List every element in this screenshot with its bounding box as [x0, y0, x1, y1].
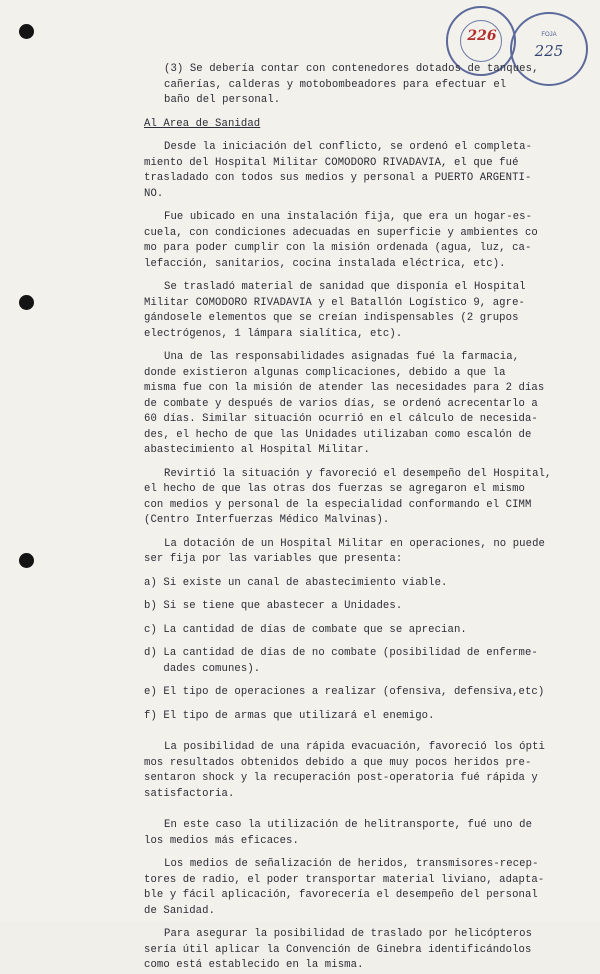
paragraph-gap — [144, 802, 584, 810]
text-line: Desde la iniciación del conflicto, se ordenó el completa- — [164, 141, 533, 153]
text-line: cuela, con condiciones adecuadas en superficie y ambientes co — [144, 226, 538, 239]
text-line: des, el hecho de que las Unidades utilizaban como escalón de — [144, 428, 532, 441]
paragraph-gap — [144, 459, 584, 467]
punch-hole-middle — [19, 295, 34, 310]
text-line: La posibilidad de una rápida evacuación, favoreció los ópti — [164, 741, 545, 753]
text-line: sería útil aplicar la Convención de Ginebra identificándolos — [144, 943, 532, 956]
paragraph-gap — [144, 342, 584, 350]
text-line: mos resultados obtenidos debido a que muy pocos heridos pre- — [144, 756, 532, 769]
paragraph-gap — [144, 615, 584, 623]
section-heading: Al Area de Sanidad — [144, 117, 261, 130]
text-line: Revirtió la situación y favoreció el desempeño del Hospital, — [164, 467, 552, 480]
paragraph-gap — [144, 919, 584, 927]
paragraph-gap — [144, 132, 584, 140]
text-line: f) El tipo de armas que utilizará el enemigo. — [144, 709, 435, 722]
text-line: NO. — [144, 187, 164, 200]
text-line: baño del personal. — [164, 94, 281, 106]
text-line: d) La cantidad de días de no combate (posibilidad de enferme- — [144, 647, 538, 659]
text-line: misma fue con la misión de atender las necesidades para 2 días — [144, 382, 545, 394]
document-body — [144, 62, 584, 974]
folio-number-left: 226 — [467, 28, 497, 44]
text-line: 60 días. Similar situación ocurrió en el cálculo de necesida- — [144, 413, 538, 425]
punch-hole-bottom — [19, 553, 34, 568]
text-line: de Sanidad. — [144, 904, 216, 917]
text-line: electrógenos, 1 lámpara sialítica, etc). — [144, 327, 403, 340]
text-line: Fue ubicado en una instalación fija, que era un hogar-es- — [164, 211, 533, 223]
text-line: Militar COMODORO RIVADAVIA y el Batallón Logístico 9, agre- — [144, 296, 525, 309]
paragraph-gap — [144, 529, 584, 537]
text-line: satisfactoria. — [144, 787, 235, 800]
paragraph-gap — [144, 568, 584, 576]
text-line: c) La cantidad de días de combate que se aprecian. — [144, 623, 467, 636]
text-line: ser fija por las variables que presenta: — [144, 553, 403, 565]
text-line: Se trasladó material de sanidad que disponía el Hospital — [164, 281, 526, 293]
paragraph-gap — [144, 202, 584, 210]
paragraph-gap — [144, 109, 584, 117]
paragraph-gap — [144, 638, 584, 646]
text-line: donde existieron algunas complicaciones, debido a que la — [144, 366, 506, 379]
folio-label: FOJA — [541, 32, 557, 38]
text-line: abastecimiento al Hospital Militar. — [144, 444, 371, 456]
text-line: de combate y después de varios días, se ordenó acrecentarlo a — [144, 397, 538, 410]
text-line: e) El tipo de operaciones a realizar (ofensiva, defensiva,etc) — [144, 686, 545, 698]
paragraph-gap — [144, 810, 584, 818]
text-line: cañerías, calderas y motobombeadores para efectuar el — [164, 78, 507, 91]
text-line: Una de las responsabilidades asignadas fué la farmacia, — [164, 351, 520, 363]
text-line: (Centro Interfuerzas Médico Malvinas). — [144, 514, 390, 526]
text-line: como está establecido en la misma. — [144, 959, 364, 971]
text-line: La dotación de un Hospital Militar en operaciones, no puede — [164, 537, 545, 550]
text-line: dades comunes). — [144, 662, 261, 675]
text-line: Los medios de señalización de heridos, transmisores-recep- — [164, 858, 539, 870]
text-line: b) Si se tiene que abastecer a Unidades. — [144, 600, 403, 612]
text-line: miento del Hospital Militar COMODORO RIVADAVIA, el que fué — [144, 156, 519, 169]
paragraph-gap — [144, 591, 584, 599]
paragraph-gap — [144, 732, 584, 740]
text-line: los medios más eficaces. — [144, 834, 299, 847]
text-line: (3) Se debería contar con contenedores dotados de tanques, — [164, 63, 539, 75]
text-line: sentaron shock y la recuperación post-operatoria fué rápida y — [144, 772, 538, 784]
text-line: con medios y personal de la especialidad conformando el CIMM — [144, 498, 532, 511]
text-line: trasladado con todos sus medios y personal a PUERTO ARGENTI- — [144, 172, 532, 184]
paragraph-gap — [144, 701, 584, 709]
text-line: Para asegurar la posibilidad de traslado por helicópteros — [164, 928, 533, 940]
text-line: gándosele elementos que se creían indispensables (2 grupos — [144, 312, 519, 324]
text-line: ble y fácil aplicación, favorecería el desempeño del personal — [144, 889, 538, 901]
paragraph-gap — [144, 677, 584, 685]
paragraph-gap — [144, 272, 584, 280]
paragraph-gap — [144, 724, 584, 732]
text-line: lefacción, sanitarios, cocina instalada eléctrica, etc). — [144, 257, 506, 270]
punch-hole-top — [19, 24, 34, 39]
text-line: a) Si existe un canal de abastecimiento viable. — [144, 576, 448, 589]
paragraph-gap — [144, 849, 584, 857]
folio-number-right: 225 — [534, 42, 564, 60]
text-line: mo para poder cumplir con la misión ordenada (agua, luz, ca- — [144, 242, 532, 254]
text-line: En este caso la utilización de helitransporte, fué uno de — [164, 819, 533, 831]
text-line: tores de radio, el poder transportar material liviano, adapta- — [144, 873, 545, 886]
text-line: el hecho de que las otras dos fuerzas se agregaron el mismo — [144, 483, 525, 495]
